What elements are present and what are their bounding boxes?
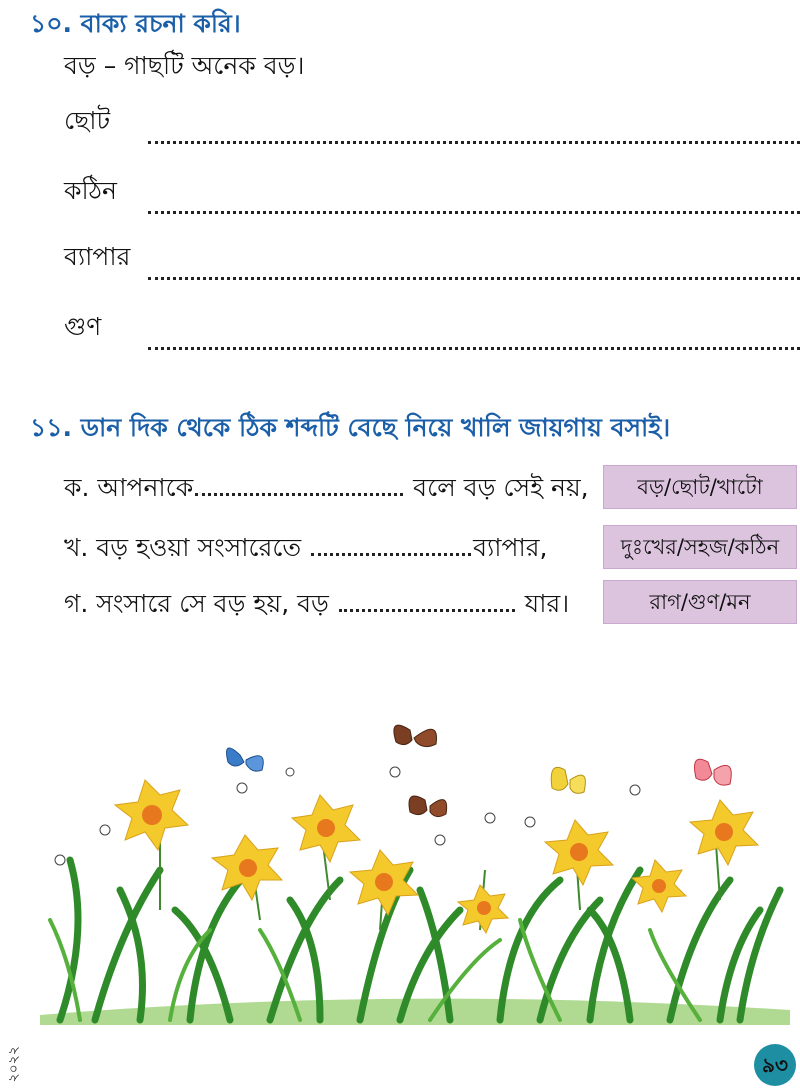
fill-text-before: ক. আপনাকে <box>64 473 194 502</box>
daffodil-flower <box>292 795 360 862</box>
sentence-word: ব্যাপার <box>64 242 131 271</box>
word-options-box: দুঃখের/সহজ/কঠিন <box>603 525 797 569</box>
daffodil-flower <box>115 780 188 850</box>
fill-blank-line-3 <box>64 584 569 627</box>
sentence-row-1 <box>64 106 800 150</box>
answer-line[interactable] <box>148 211 800 214</box>
butterfly-icon <box>551 767 585 793</box>
daffodil-flower <box>212 835 282 900</box>
sentence-word: ছোট <box>64 106 111 135</box>
fill-text-after: বলে বড় সেই নয়, <box>405 473 589 502</box>
daffodil-flower <box>350 850 418 915</box>
fill-blank-line-1 <box>64 468 589 511</box>
sentence-row-4 <box>64 312 800 356</box>
blank-space[interactable] <box>311 553 471 556</box>
word-options-box: রাগ/গুণ/মন <box>603 580 797 624</box>
example-sentence: বড় – গাছটি অনেক বড়। <box>64 51 305 80</box>
section-11-heading: ১১. ডান দিক থেকে ঠিক শব্দটি বেছে নিয়ে খালি জায়গায় বসাই। <box>30 413 671 442</box>
fill-blank-line-2 <box>64 528 547 571</box>
fill-text-before: গ. সংসারে সে বড় হয়, বড় <box>64 589 337 618</box>
fill-text-before: খ. বড় হওয়া সংসারেতে <box>64 533 310 562</box>
sentence-row-3 <box>64 242 800 286</box>
section-10-heading: ১০. বাক্য রচনা করি। <box>30 9 241 38</box>
butterfly-icon <box>409 796 447 817</box>
answer-line[interactable] <box>148 347 800 350</box>
sentence-row-2 <box>64 176 800 220</box>
sentence-word: কঠিন <box>64 176 117 205</box>
fill-text-after: যার। <box>516 589 570 618</box>
word-options-box: বড়/ছোট/খাটো <box>603 465 797 509</box>
daffodil-illustration <box>0 700 800 1030</box>
blank-space[interactable] <box>195 493 403 496</box>
butterfly-icon <box>227 748 264 771</box>
daffodil-flower <box>690 800 758 865</box>
daffodil-flower <box>545 820 613 885</box>
page-number-badge: ৯৩ <box>754 1044 796 1086</box>
fill-text-after: ব্যাপার, <box>473 533 548 562</box>
sentence-word: গুণ <box>64 312 102 341</box>
butterfly-icon <box>695 759 732 785</box>
answer-line[interactable] <box>148 141 800 144</box>
year-label: ২০২২ <box>6 1046 22 1083</box>
answer-line[interactable] <box>148 277 800 280</box>
blank-space[interactable] <box>339 609 515 612</box>
daffodil-flower <box>458 885 508 933</box>
butterfly-icon <box>394 725 437 746</box>
